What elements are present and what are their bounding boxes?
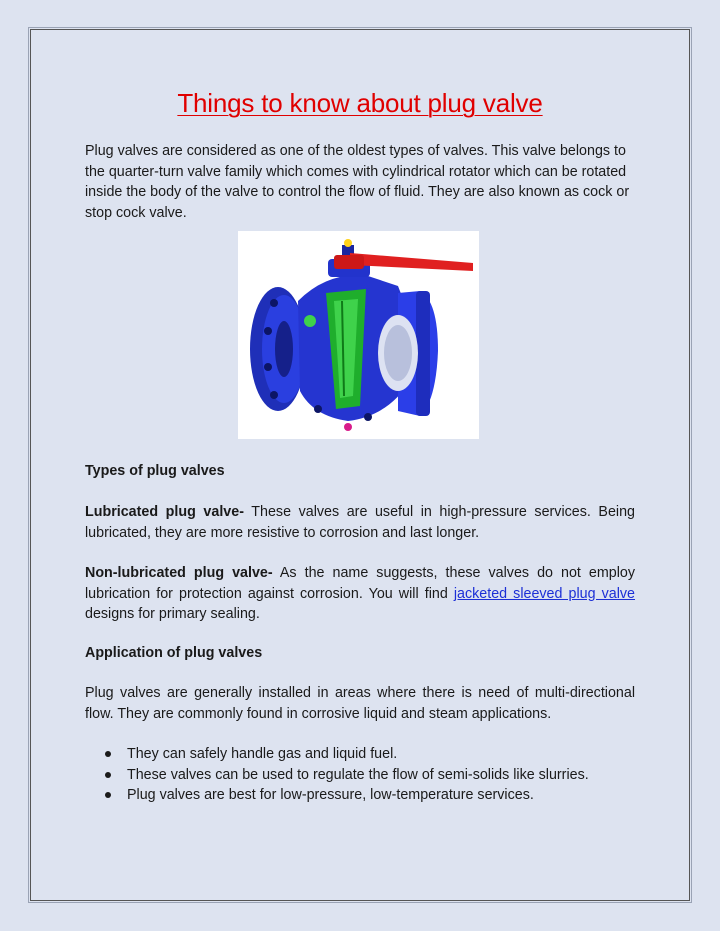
page-title: Things to know about plug valve [177,88,543,118]
list-item: They can safely handle gas and liquid fuel. [85,744,635,765]
bullet-icon [105,792,111,798]
list-item: These valves can be used to regulate the flow of semi-solids like slurries. [85,765,635,786]
application-paragraph: Plug valves are generally installed in areas where there is need of multi-directional flow. They are commonly found in corrosive liquid and steam applications. [85,685,635,722]
application-bullet-list [85,744,635,806]
application-heading: Application of plug valves [85,645,263,661]
non-lubricated-label: Non-lubricated plug valve- [85,565,273,581]
lubricated-paragraph [85,502,635,543]
intro-paragraph: Plug valves are considered as one of the oldest types of valves. This valve belongs to the quarter-turn valve family which comes with cylindrical rotator which can be rotated inside the body of the valve to control the flow of fluid. They are also known as cock or stop cock valve. [85,143,630,221]
bullet-icon [105,772,111,778]
lubricated-text: These valves are useful in high-pressure services. Being lubricated, they are more resistive to corrosion and last longer. [85,504,635,541]
types-heading: Types of plug valves [85,463,225,479]
non-lubricated-paragraph [85,563,635,625]
plug-valve-image [238,231,479,439]
plug-valve-illustration-icon [238,231,479,439]
jacketed-sleeved-plug-valve-link[interactable]: jacketed sleeved plug valve [453,585,636,602]
non-lubricated-text: As the name suggests, these valves do not employ lubrication for protection against corrosion. You will find [85,565,636,602]
non-lubricated-text-end: designs for primary sealing. [85,606,260,622]
lubricated-label: Lubricated plug valve- [85,504,244,520]
list-item: Plug valves are best for low-pressure, low-temperature services. [85,785,635,806]
bullet-icon [105,751,111,757]
